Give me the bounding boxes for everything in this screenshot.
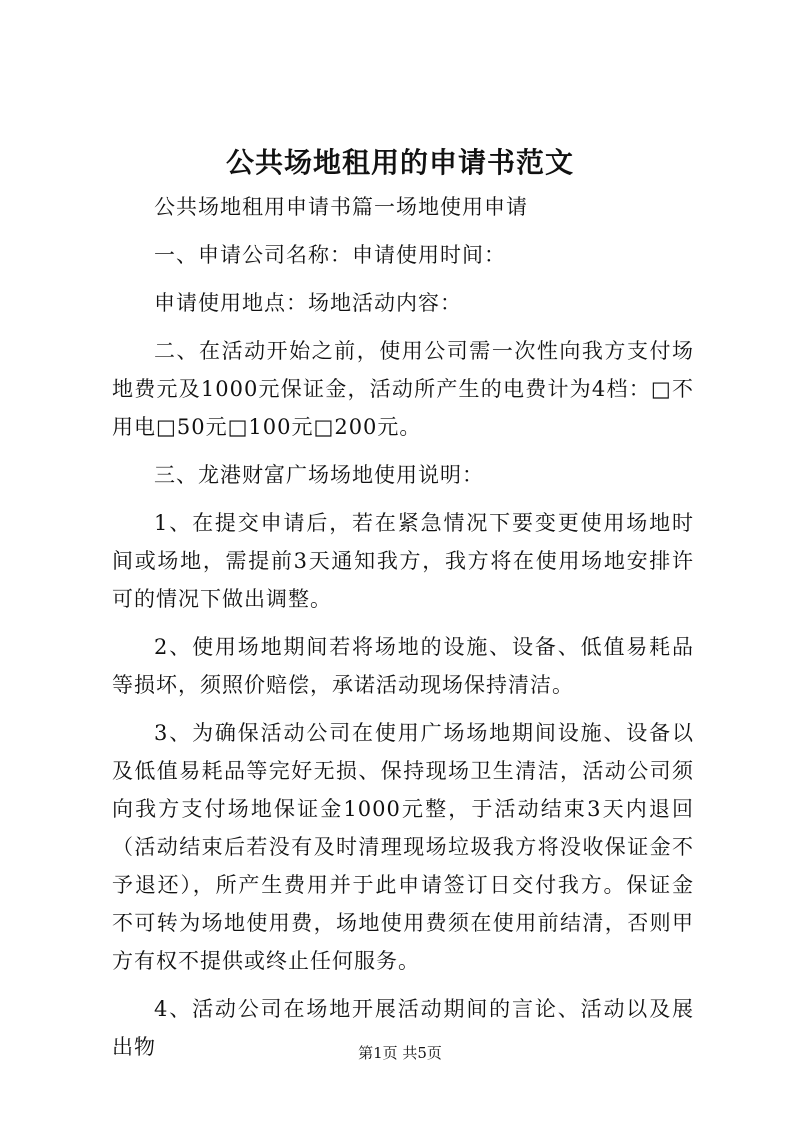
paragraph-rule-1: 1、在提交申请后，若在紧急情况下要变更使用场地时间或场地，需提前3天通知我方，我方将在使用场地安排许可的情况下做出调整。 [112,511,694,611]
paragraph-usage-heading: 三、龙港财富广场场地使用说明： [154,463,484,487]
document-body [112,188,694,1076]
paragraph-rule-4: 4、活动公司在场地开展活动期间的言论、活动以及展出物 [112,997,694,1059]
page-indicator: 第1页 共5页 [358,1044,442,1062]
paragraph-section-heading: 公共场地租用申请书篇一场地使用申请 [154,195,528,219]
paragraph-rule-2: 2、使用场地期间若将场地的设施、设备、低值易耗品等损坏，须照价赔偿，承诺活动现场保持清洁。 [112,635,694,697]
paragraph-company-name: 一、申请公司名称：申请使用时间： [154,243,506,267]
paragraph-rule-3: 3、为确保活动公司在使用广场场地期间设施、设备以及低值易耗品等完好无损、保持现场卫生清洁，活动公司须向我方支付场地保证金1000元整，于活动结束3天内退回（活动结束后若没有及时清理现场垃圾我方将没收保证金不予退还），所产生费用并于此申请签订日交付我方。保证金不可转为场地使用费，场地使用费须在使用前结清，否则甲方有权不提供或终止任何服务。 [112,721,694,973]
paragraph-location: 申请使用地点：场地活动内容： [154,291,462,315]
paragraph-fees: 二、在活动开始之前，使用公司需一次性向我方支付场地费元及1000元保证金，活动所产生的电费计为4档：□不用电□50元□100元□200元。 [112,339,694,439]
document-title: 公共场地租用的申请书范文 [225,146,574,179]
